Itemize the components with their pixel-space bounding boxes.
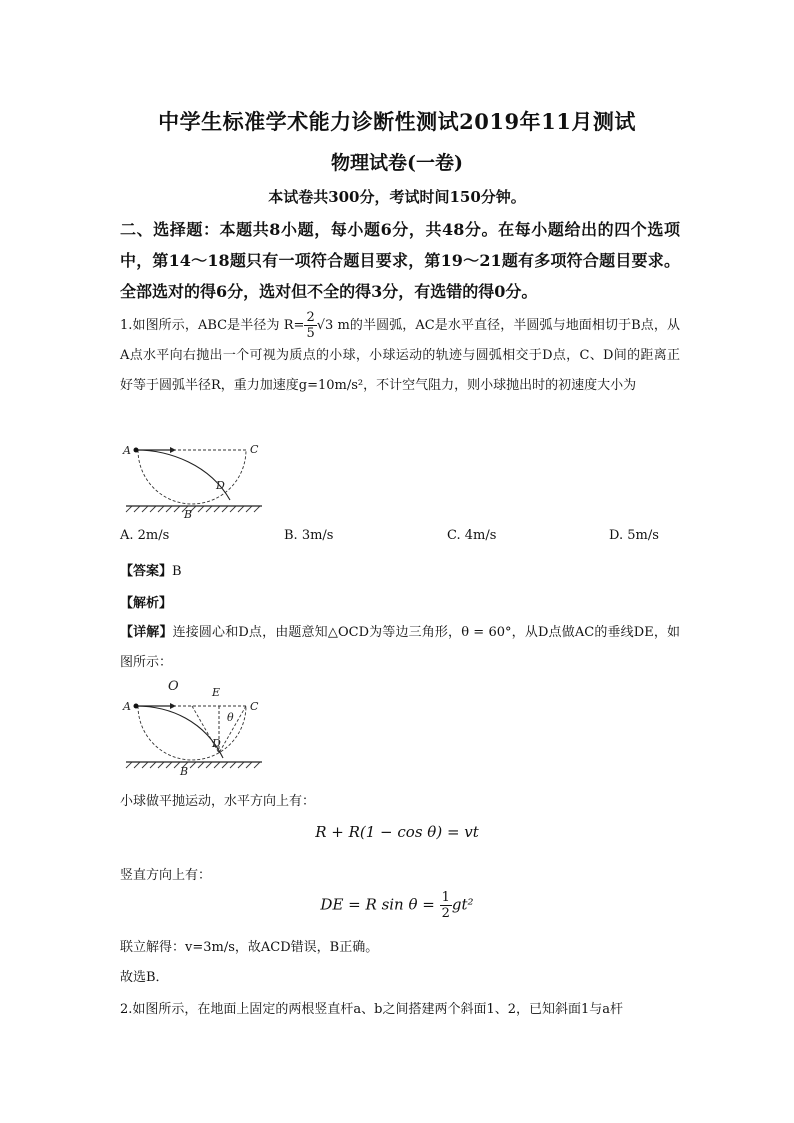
equation-2 xyxy=(0,890,794,921)
question-2-stem: 2.如图所示，在地面上固定的两根竖直杆a、b之间搭建两个斜面1、2，已知斜面1与a杆 xyxy=(120,1002,624,1017)
figure-1-diagram xyxy=(120,440,270,520)
label-b: B xyxy=(184,508,193,520)
section-intro: 二、选择题：本题共8小题，每小题6分，共48分。在每小题给出的四个选项中，第14～18题只有一项符合题目要求，第19～21题有多项符合题目要求。全部选对的得6分，选对但不全的得3分，有选错的得0分。 xyxy=(120,220,680,301)
label-d-2: D xyxy=(212,737,221,750)
label-a-2: A xyxy=(123,700,131,713)
ground-hatch-2 xyxy=(126,762,260,768)
detail-paragraph xyxy=(120,618,680,678)
label-theta: θ xyxy=(227,711,234,724)
vertical-text: 竖直方向上有： xyxy=(120,868,212,883)
answer-label: 【答案】 xyxy=(120,564,173,579)
option-b: B. 3m/s xyxy=(284,528,334,543)
label-b-2: B xyxy=(180,765,189,776)
q1-sqrt: √3 m xyxy=(316,318,350,333)
trajectory xyxy=(136,450,230,500)
eq2-fraction xyxy=(440,890,452,921)
option-c: C. 4m/s xyxy=(447,528,497,543)
exam-info: 本试卷共300分，考试时间150分钟。 xyxy=(268,188,526,206)
semicircle-arc xyxy=(138,450,246,504)
detail-text: 连接圆心和D点，由题意知△OCD为等边三角形，θ = 60°，从D点做AC的垂线DE，如图所示： xyxy=(120,625,680,670)
option-a: A. 2m/s xyxy=(120,528,170,543)
label-c-2: C xyxy=(250,700,259,713)
horizontal-text: 小球做平抛运动，水平方向上有： xyxy=(120,794,316,809)
eq2-den: 2 xyxy=(441,906,450,921)
question-1-stem xyxy=(120,310,680,401)
q1-stem-post: 的半圆弧，AC是水平直径，半圆弧与地面相切于B点，从A点水平向右抛出一个可视为质点的小球，小球运动的轨迹与圆弧相交于D点，C、D间的距离正好等于圆弧半径R，重力加速度g=10m/s²，不计空气阻力，则小球抛出时的初速度大小为 xyxy=(120,318,680,393)
arrow-head xyxy=(170,447,176,453)
conclusion: 联立解得：v=3m/s，故ACD错误，B正确。 xyxy=(120,940,379,955)
trajectory-2 xyxy=(136,706,223,758)
label-c: C xyxy=(250,443,259,456)
q1-frac-den: 5 xyxy=(306,326,315,341)
option-d: D. 5m/s xyxy=(609,528,659,543)
paper-subtitle: 物理试卷(一卷) xyxy=(331,152,463,174)
q1-stem-pre: 1.如图所示，ABC是半径为 R= xyxy=(120,318,305,333)
detail-label: 【详解】 xyxy=(120,625,173,640)
label-a: A xyxy=(123,444,131,457)
label-e: E xyxy=(212,686,221,699)
q1-frac-num: 2 xyxy=(306,310,315,325)
answer-line xyxy=(120,560,182,579)
final-answer: 故选B． xyxy=(120,970,169,985)
label-o: O xyxy=(168,679,179,694)
answer-value: B xyxy=(172,564,182,579)
eq2-left: DE = R sin θ = xyxy=(320,895,435,914)
figure-2-diagram xyxy=(120,676,270,776)
q1-fraction xyxy=(304,310,316,341)
eq2-num: 1 xyxy=(441,890,450,905)
equation-1: R + R(1 − cos θ) = vt xyxy=(315,823,479,841)
arrow-head-2 xyxy=(170,703,176,709)
label-d: D xyxy=(216,479,225,492)
eq2-right: gt² xyxy=(451,895,474,914)
ball-2 xyxy=(134,704,139,709)
page-title: 中学生标准学术能力诊断性测试2019年11月测试 xyxy=(158,109,636,134)
ground-hatch xyxy=(126,506,260,512)
analysis-label: 【解析】 xyxy=(120,596,173,611)
ball xyxy=(134,448,139,453)
